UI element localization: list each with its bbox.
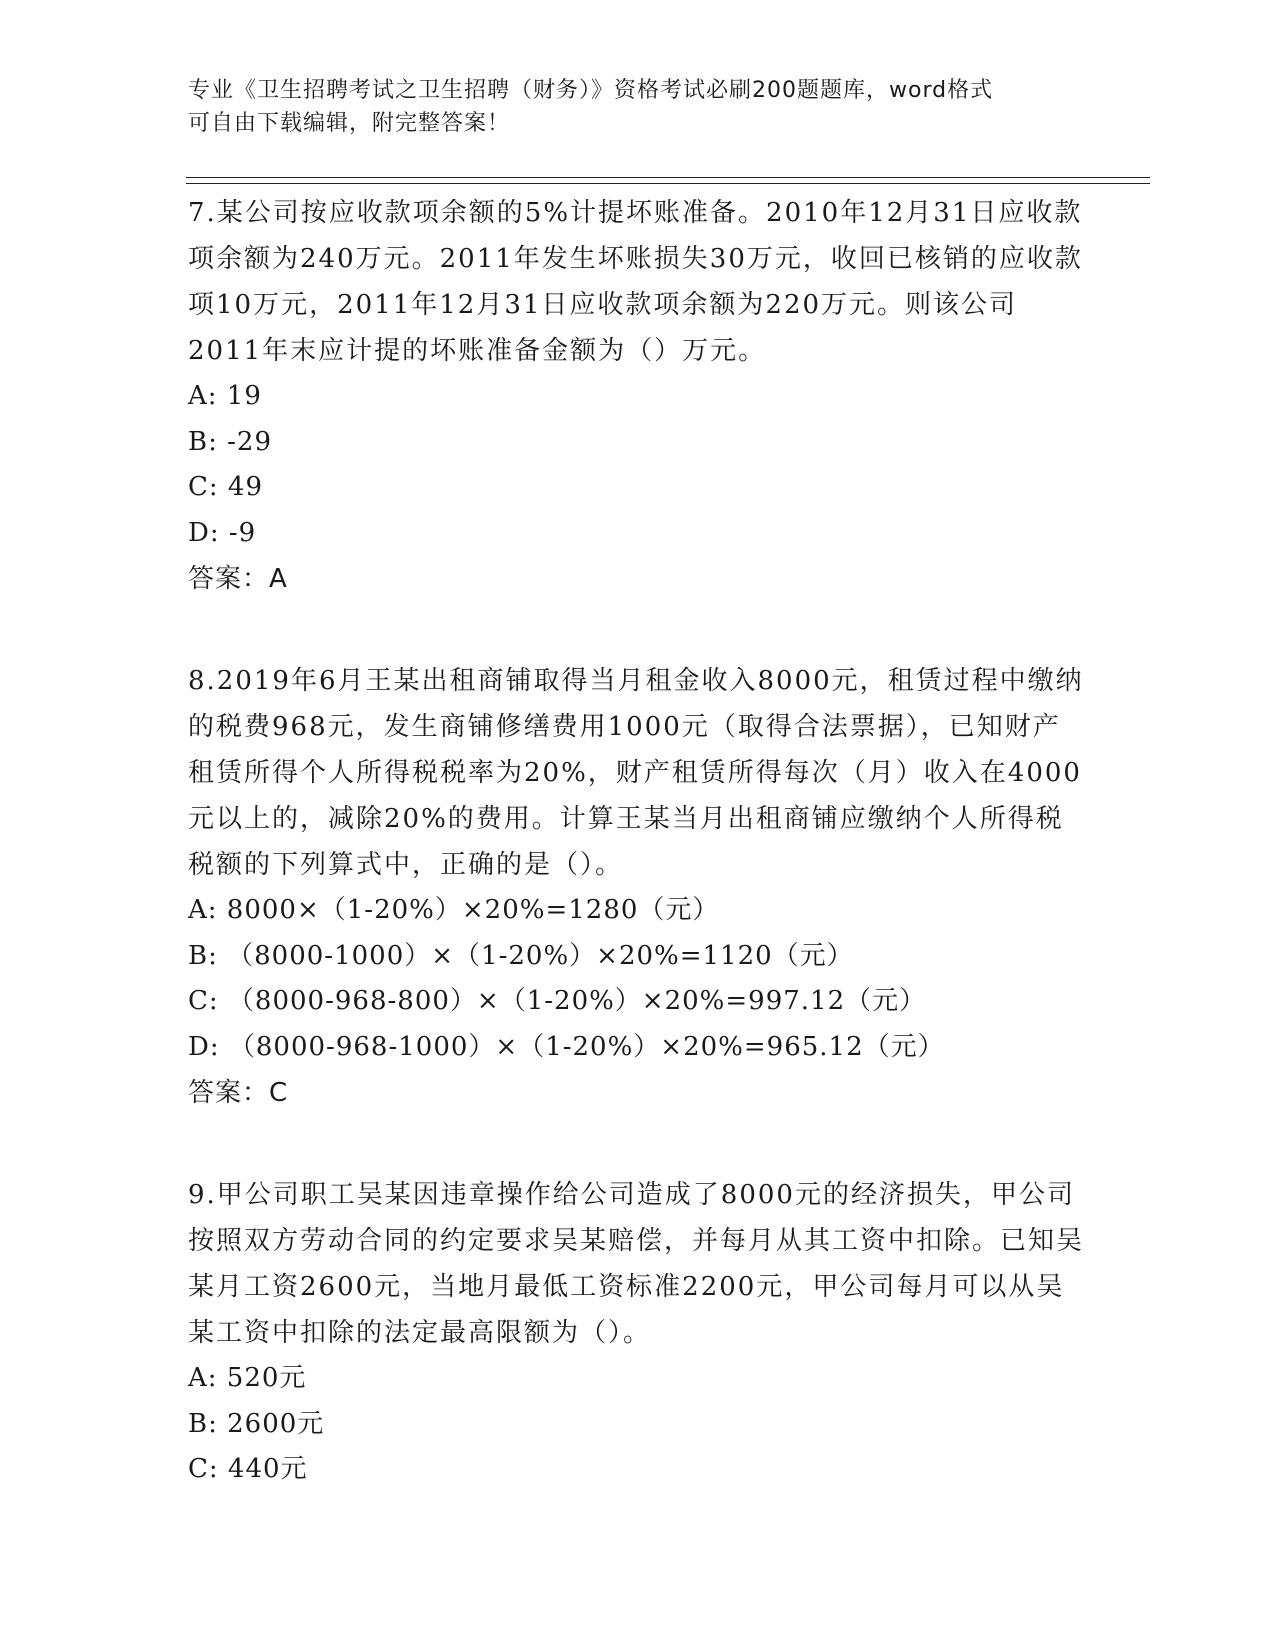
question-list <box>188 190 1088 1549</box>
header-line-1: 专业《卫生招聘考试之卫生招聘（财务）》资格考试必刷200题题库，word格式 <box>188 78 994 103</box>
option-list <box>188 888 1088 1070</box>
question-stem: 9.甲公司职工吴某因违章操作给公司造成了8000元的经济损失，甲公司按照双方劳动合同的约定要求吴某赔偿，并每月从其工资中扣除。已知吴某月工资2600元，当地月最低工资标准2200元，甲公司每月可以从吴某工资中扣除的法定最高限额为（）。 <box>188 1180 1085 1348</box>
option-c: C: 440元 <box>188 1454 308 1484</box>
question-7 <box>188 190 1088 602</box>
option-c: C: 49 <box>188 472 264 502</box>
header-line-2: 可自由下载编辑，附完整答案！ <box>188 111 511 136</box>
answer-label: 答案：A <box>188 564 288 594</box>
document-header <box>188 74 1088 140</box>
question-stem: 8.2019年6月王某出租商铺取得当月租金收入8000元，租赁过程中缴纳的税费968元，发生商铺修缮费用1000元（取得合法票据），已知财产租赁所得个人所得税税率为20%，财产租赁所得每次（月）收入在4000元以上的，减除20%的费用。计算王某当月出租商铺应缴纳个人所得税税额的下列算式中，正确的是（）。 <box>188 666 1084 880</box>
option-b: B: 2600元 <box>188 1408 325 1439</box>
option-a: A: 520元 <box>188 1363 307 1393</box>
option-b: B: （8000-1000）×（1-20%）×20%=1120（元） <box>188 940 854 971</box>
question-9 <box>188 1172 1088 1493</box>
header-divider-top <box>186 177 1150 178</box>
option-d: D: （8000-968-1000）×（1-20%）×20%=965.12（元） <box>188 1031 945 1062</box>
question-8 <box>188 658 1088 1116</box>
option-list <box>188 374 1088 556</box>
answer-label: 答案：C <box>188 1078 289 1108</box>
option-c: C: （8000-968-800）×（1-20%）×20%=997.12（元） <box>188 986 927 1016</box>
option-a: A: 19 <box>188 381 262 411</box>
question-stem: 7.某公司按应收款项余额的5%计提坏账准备。2010年12月31日应收款项余额为240万元。2011年发生坏账损失30万元，收回已核销的应收款项10万元，2011年12月31日应收款项余额为220万元。则该公司2011年末应计提的坏账准备金额为（）万元。 <box>188 198 1083 366</box>
option-a: A: 8000×（1-20%）×20%=1280（元） <box>188 895 720 925</box>
option-list <box>188 1356 1088 1493</box>
header-divider-bottom <box>186 183 1150 184</box>
option-b: B: -29 <box>188 426 272 457</box>
option-d: D: -9 <box>188 517 257 548</box>
